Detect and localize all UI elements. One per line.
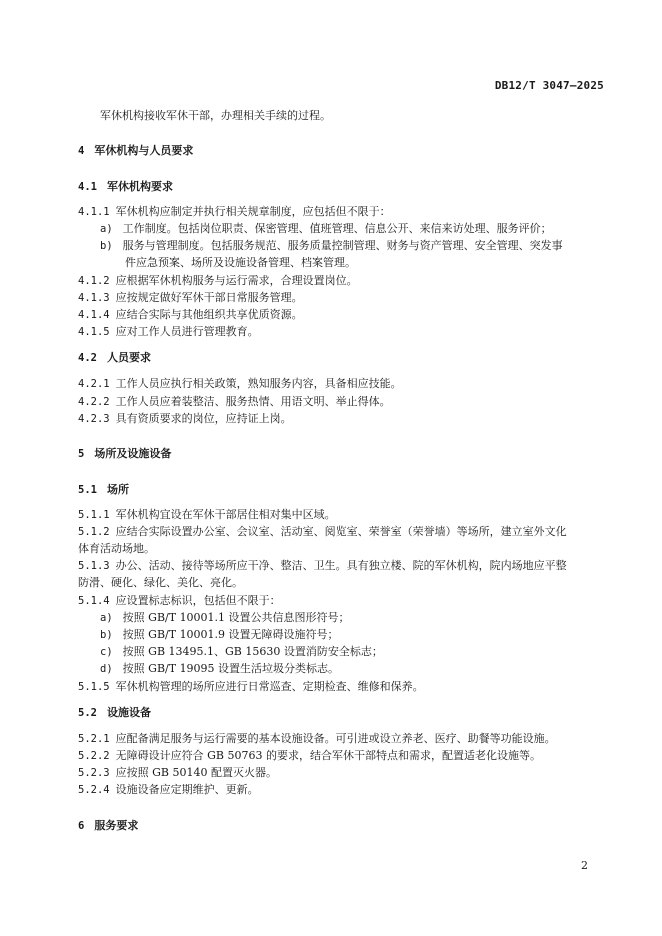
clause-text: 应对工作人员进行管理教育。: [115, 325, 259, 338]
clause-text: 军休机构接收军休干部，办理相关手续的过程。: [100, 109, 331, 122]
clause-text: 设施设备应定期维护、更新。: [115, 783, 259, 796]
clause-number: c): [100, 646, 113, 658]
text-line: [78, 508, 336, 522]
clause-text: 按照 GB/T 10001.9 设置无障碍设施符号；: [122, 628, 339, 641]
clause-text: 应根据军休机构服务与运行需求，合理设置岗位。: [115, 274, 358, 287]
clause-number: 5.1: [78, 484, 97, 496]
clause-text: 具有资质要求的岗位，应持证上岗。: [115, 412, 292, 425]
clause-text: 无障碍设计应符合 GB 50763 的要求，结合军休干部特点和需求，配置适老化设施等。: [115, 749, 541, 762]
clause-text: 应结合实际设置办公室、会议室、活动室、阅览室、荣誉室（荣誉墙）等场所，建立室外文化: [115, 525, 567, 538]
clause-number: 4.2.3: [78, 413, 110, 425]
text-line: [100, 222, 552, 236]
clause-number: 5.1.2: [78, 526, 110, 538]
text-line: [125, 256, 356, 270]
clause-text: 按照 GB/T 19095 设置生活垃圾分类标志。: [122, 662, 340, 675]
clause-text: 件应急预案、场所及设施设备管理、档案管理。: [125, 256, 356, 269]
clause-number: 4.1.2: [78, 275, 110, 287]
clause-number: 4: [78, 145, 85, 157]
section-heading: [78, 706, 151, 720]
clause-text: 应配备满足服务与运行需要的基本设施设备。可引进或设立养老、医疗、助餐等功能设施。: [115, 732, 556, 745]
clause-text: 军休机构宜设在军休干部居住相对集中区域。: [115, 508, 336, 521]
clause-text: 服务与管理制度。包括服务规范、服务质量控制管理、财务与资产管理、安全管理、突发事: [122, 239, 563, 252]
clause-text: 工作人员应着装整洁、服务热情、用语文明、举止得体。: [115, 395, 391, 408]
text-line: [78, 680, 424, 694]
text-line: [78, 308, 303, 322]
text-line: [78, 325, 259, 339]
clause-text: 设施设备: [106, 706, 151, 719]
text-line: [100, 662, 339, 676]
clause-number: 5.2.2: [78, 750, 110, 762]
text-line: [78, 412, 292, 426]
clause-number: 5.1.5: [78, 681, 110, 693]
text-line: [78, 766, 277, 780]
section-heading: [78, 180, 173, 194]
section-heading: [78, 144, 193, 158]
clause-text: 工作人员应执行相关政策，熟知服务内容，具备相应技能。: [115, 377, 402, 390]
text-line: [78, 395, 391, 409]
clause-text: 服务要求: [94, 819, 139, 832]
clause-text: 体育活动场地。: [78, 542, 155, 555]
clause-number: 5.1.3: [78, 560, 110, 572]
clause-text: 场所及设施设备: [94, 447, 172, 460]
text-line: [100, 628, 339, 642]
clause-text: 应结合实际与其他组织共享优质资源。: [115, 308, 303, 321]
clause-number: 6: [78, 820, 85, 832]
clause-text: 办公、活动、接待等场所应干净、整洁、卫生。具有独立楼、院的军休机构，院内场地应平整: [115, 559, 567, 572]
clause-number: 5.1.1: [78, 509, 110, 521]
section-heading: [78, 483, 129, 497]
clause-text: 军休机构与人员要求: [94, 144, 194, 157]
clause-number: 4.1.3: [78, 292, 110, 304]
text-line: [100, 239, 563, 253]
section-heading: [78, 819, 138, 833]
text-line: [78, 732, 556, 746]
text-line: [78, 525, 567, 539]
clause-text: 应按规定做好军休干部日常服务管理。: [115, 291, 303, 304]
text-line: [78, 274, 358, 288]
clause-number: 4.2.2: [78, 396, 110, 408]
clause-text: 工作制度。包括岗位职责、保密管理、值班管理、信息公开、来信来访处理、服务评价；: [122, 222, 552, 235]
clause-number: 4.2.1: [78, 378, 110, 390]
clause-text: 场所: [106, 483, 129, 496]
text-line: [78, 594, 281, 608]
clause-number: 5.2.4: [78, 784, 110, 796]
text-line: [78, 291, 303, 305]
clause-number: 5.2.3: [78, 767, 110, 779]
page-number: 2: [581, 859, 588, 872]
text-line: [100, 645, 383, 659]
clause-text: 人员要求: [106, 351, 151, 364]
text-line: [78, 542, 155, 556]
text-line: [78, 576, 243, 590]
clause-number: b): [100, 629, 113, 641]
clause-text: 军休机构要求: [106, 180, 173, 193]
section-heading: [78, 447, 171, 461]
text-line: [78, 205, 391, 219]
clause-number: 4.2: [78, 352, 97, 364]
clause-text: 按照 GB/T 10001.1 设置公共信息图形符号；: [122, 611, 350, 624]
text-line: [78, 377, 402, 391]
clause-number: d): [100, 663, 113, 675]
clause-number: 4.1.5: [78, 326, 110, 338]
clause-text: 应按照 GB 50140 配置灭火器。: [115, 766, 277, 779]
clause-text: 按照 GB 13495.1、GB 15630 设置消防安全标志；: [122, 645, 383, 658]
text-line: [100, 611, 350, 625]
clause-text: 军休机构应制定并执行相关规章制度，应包括但不限于：: [115, 205, 391, 218]
clause-number: 5.1.4: [78, 595, 110, 607]
clause-number: 5.2.1: [78, 733, 110, 745]
clause-number: b): [100, 240, 113, 252]
document-id-header: DB12/T 3047—2025: [494, 79, 604, 92]
clause-text: 应设置标志标识，包括但不限于：: [115, 594, 281, 607]
clause-number: a): [100, 612, 113, 624]
clause-number: 4.1.4: [78, 309, 110, 321]
clause-text: 防滑、硬化、绿化、美化、亮化。: [78, 576, 243, 589]
clause-number: 5.2: [78, 707, 97, 719]
clause-number: a): [100, 223, 113, 235]
clause-number: 4.1: [78, 181, 97, 193]
text-line: [78, 783, 259, 797]
text-line: [78, 559, 567, 573]
clause-number: 4.1.1: [78, 206, 110, 218]
text-line: [100, 109, 331, 123]
text-line: [78, 749, 541, 763]
clause-number: 5: [78, 448, 85, 460]
section-heading: [78, 351, 151, 365]
clause-text: 军休机构管理的场所应进行日常巡查、定期检查、维修和保养。: [115, 680, 424, 693]
